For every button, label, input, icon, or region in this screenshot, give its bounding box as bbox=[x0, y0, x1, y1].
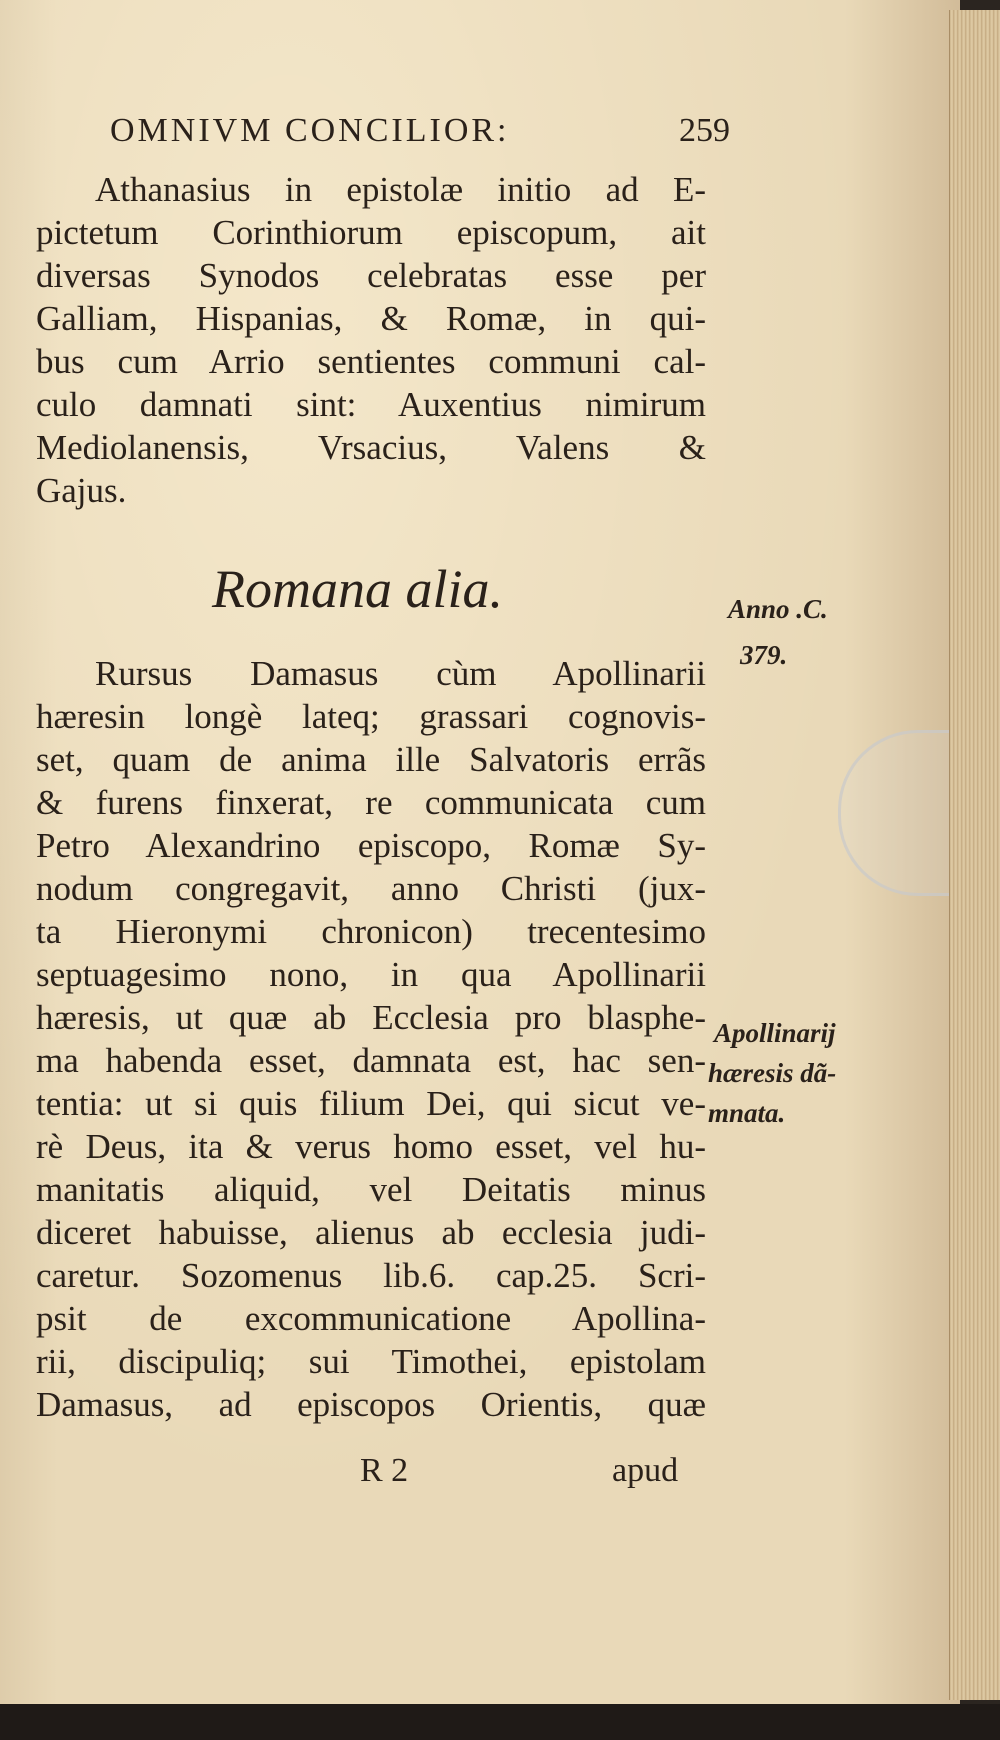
text-line: Gajus. bbox=[36, 471, 127, 510]
margin-note-heresy-2: hæresis dã- bbox=[708, 1058, 837, 1088]
text-line: tentia: ut si quis filium Dei, qui sicut ve- bbox=[36, 1084, 706, 1123]
text-line: pictetum Corinthiorum episcopum, ait bbox=[36, 213, 706, 252]
margin-note-heresy-1: Apollinarij bbox=[714, 1018, 836, 1048]
text-line: manitatis aliquid, vel Deitatis minus bbox=[36, 1170, 706, 1209]
text-line: psit de excommunicatione Apollina- bbox=[36, 1299, 706, 1338]
text-line: Mediolanensis, Vrsacius, Valens & bbox=[36, 428, 706, 467]
text-line: Rursus Damasus cùm Apollinarii bbox=[95, 654, 706, 693]
catchword: apud bbox=[612, 1452, 679, 1489]
margin-note-anno-label: Anno .C. bbox=[728, 594, 828, 624]
page-number: 259 bbox=[679, 112, 730, 149]
text-line: diceret habuisse, alienus ab ecclesia judi- bbox=[36, 1213, 706, 1252]
text-line: hæresin longè lateq; grassari cognovis- bbox=[36, 697, 706, 736]
text-line: nodum congregavit, anno Christi (jux- bbox=[36, 869, 706, 908]
section-heading: Romana alia. bbox=[212, 559, 503, 619]
text-line: rè Deus, ita & verus homo esset, vel hu- bbox=[36, 1127, 706, 1166]
text-line: Athanasius in epistolæ initio ad E- bbox=[95, 170, 706, 209]
running-head bbox=[110, 112, 730, 156]
text-line: hæresis, ut quæ ab Ecclesia pro blasphe- bbox=[36, 998, 706, 1037]
margin-note-anno-year: 379. bbox=[740, 640, 788, 670]
text-line: ta Hieronymi chronicon) trecentesimo bbox=[36, 912, 706, 951]
text-line: culo damnati sint: Auxentius nimirum bbox=[36, 385, 706, 424]
text-line: Petro Alexandrino episcopo, Romæ Sy- bbox=[36, 826, 706, 865]
text-line: diversas Synodos celebratas esse per bbox=[36, 256, 706, 295]
text-line: septuagesimo nono, in qua Apollinarii bbox=[36, 955, 706, 994]
text-line: rii, discipuliq; sui Timothei, epistolam bbox=[36, 1342, 706, 1381]
page-fore-edge bbox=[949, 10, 1000, 1700]
text-line: bus cum Arrio sentientes communi cal- bbox=[36, 342, 706, 381]
signature-mark: R 2 bbox=[360, 1452, 409, 1489]
text-line: & furens finxerat, re communicata cum bbox=[36, 783, 706, 822]
text-line: set, quam de anima ille Salvatoris errãs bbox=[36, 740, 706, 779]
background-band bbox=[0, 1704, 1000, 1740]
margin-note-heresy-3: mnata. bbox=[708, 1098, 786, 1128]
text-line: Damasus, ad episcopos Orientis, quæ bbox=[36, 1385, 706, 1424]
running-head-title: OMNIVM CONCILIOR: bbox=[110, 112, 510, 149]
text-line: Galliam, Hispanias, & Romæ, in qui- bbox=[36, 299, 706, 338]
text-line: ma habenda esset, damnata est, hac sen- bbox=[36, 1041, 706, 1080]
text-line: caretur. Sozomenus lib.6. cap.25. Scri- bbox=[36, 1256, 706, 1295]
